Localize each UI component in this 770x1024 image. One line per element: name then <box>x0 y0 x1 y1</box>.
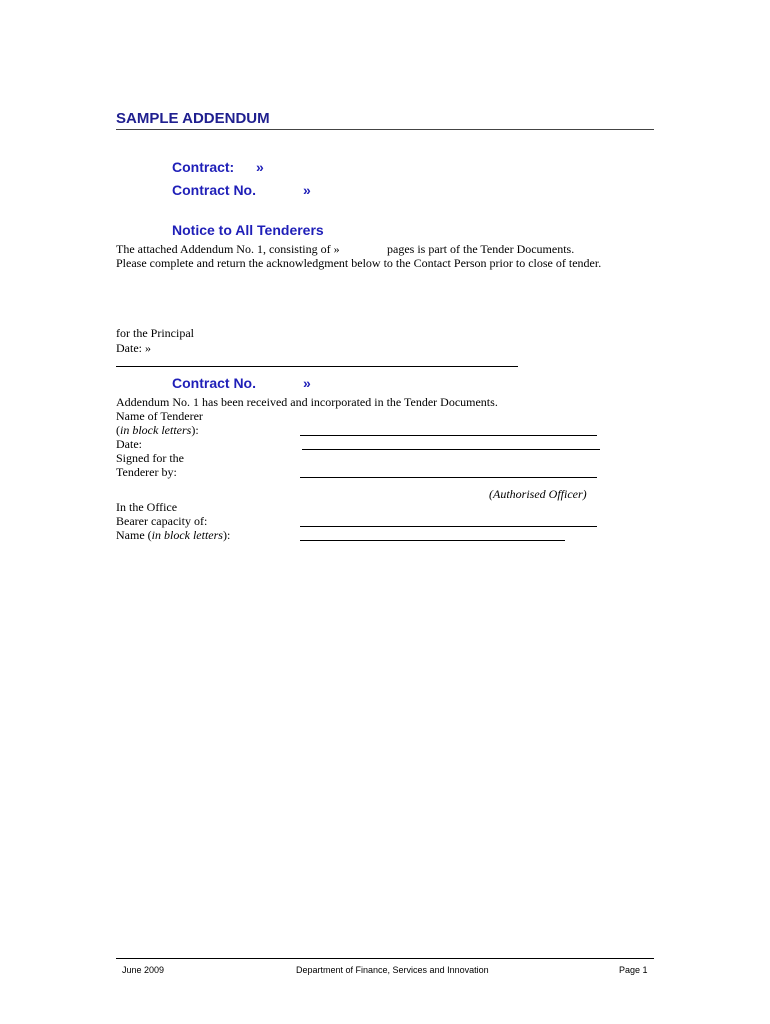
title-divider <box>116 129 654 130</box>
principal-signature-line <box>116 366 518 367</box>
contract-value: » <box>256 159 264 175</box>
bearer-capacity-label: Bearer capacity of: <box>116 514 208 528</box>
notice-heading: Notice to All Tenderers <box>172 222 324 238</box>
footer-divider <box>116 958 654 959</box>
tenderer-name-field <box>300 435 597 436</box>
block-letters-label: (in block letters): <box>116 423 199 437</box>
name-of-tenderer-label: Name of Tenderer <box>116 409 203 423</box>
bearer-capacity-field <box>300 526 597 527</box>
principal-label: for the Principal <box>116 326 194 340</box>
signature-field <box>300 477 597 478</box>
footer-page-number: Page 1 <box>619 965 648 975</box>
date-field <box>302 449 600 450</box>
ack-received-text: Addendum No. 1 has been received and incorporated in the Tender Documents. <box>116 395 498 409</box>
tenderer-by-label: Tenderer by: <box>116 465 177 479</box>
date-label: Date: <box>116 437 142 451</box>
notice-line-1a: The attached Addendum No. 1, consisting of » <box>116 242 340 256</box>
in-the-office-label: In the Office <box>116 500 178 514</box>
document-title: SAMPLE ADDENDUM <box>116 110 270 127</box>
contract-label: Contract: <box>172 159 235 175</box>
contract-no-label: Contract No. <box>172 182 256 198</box>
signed-for-the-label: Signed for the <box>116 451 184 465</box>
ack-contract-no-value: » <box>303 375 311 391</box>
notice-line-2: Please complete and return the acknowledgment below to the Contact Person prior to close of tender. <box>116 256 602 270</box>
contract-no-value: » <box>303 182 311 198</box>
authorised-officer-caption: (Authorised Officer) <box>489 487 587 501</box>
footer-department: Department of Finance, Services and Innovation <box>296 965 489 975</box>
officer-name-label: Name (in block letters): <box>116 528 231 542</box>
principal-date: Date: » <box>116 341 151 355</box>
footer-date: June 2009 <box>122 965 165 975</box>
ack-contract-no-label: Contract No. <box>172 375 256 391</box>
officer-name-field <box>300 540 565 541</box>
notice-line-1b: pages is part of the Tender Documents. <box>387 242 575 256</box>
